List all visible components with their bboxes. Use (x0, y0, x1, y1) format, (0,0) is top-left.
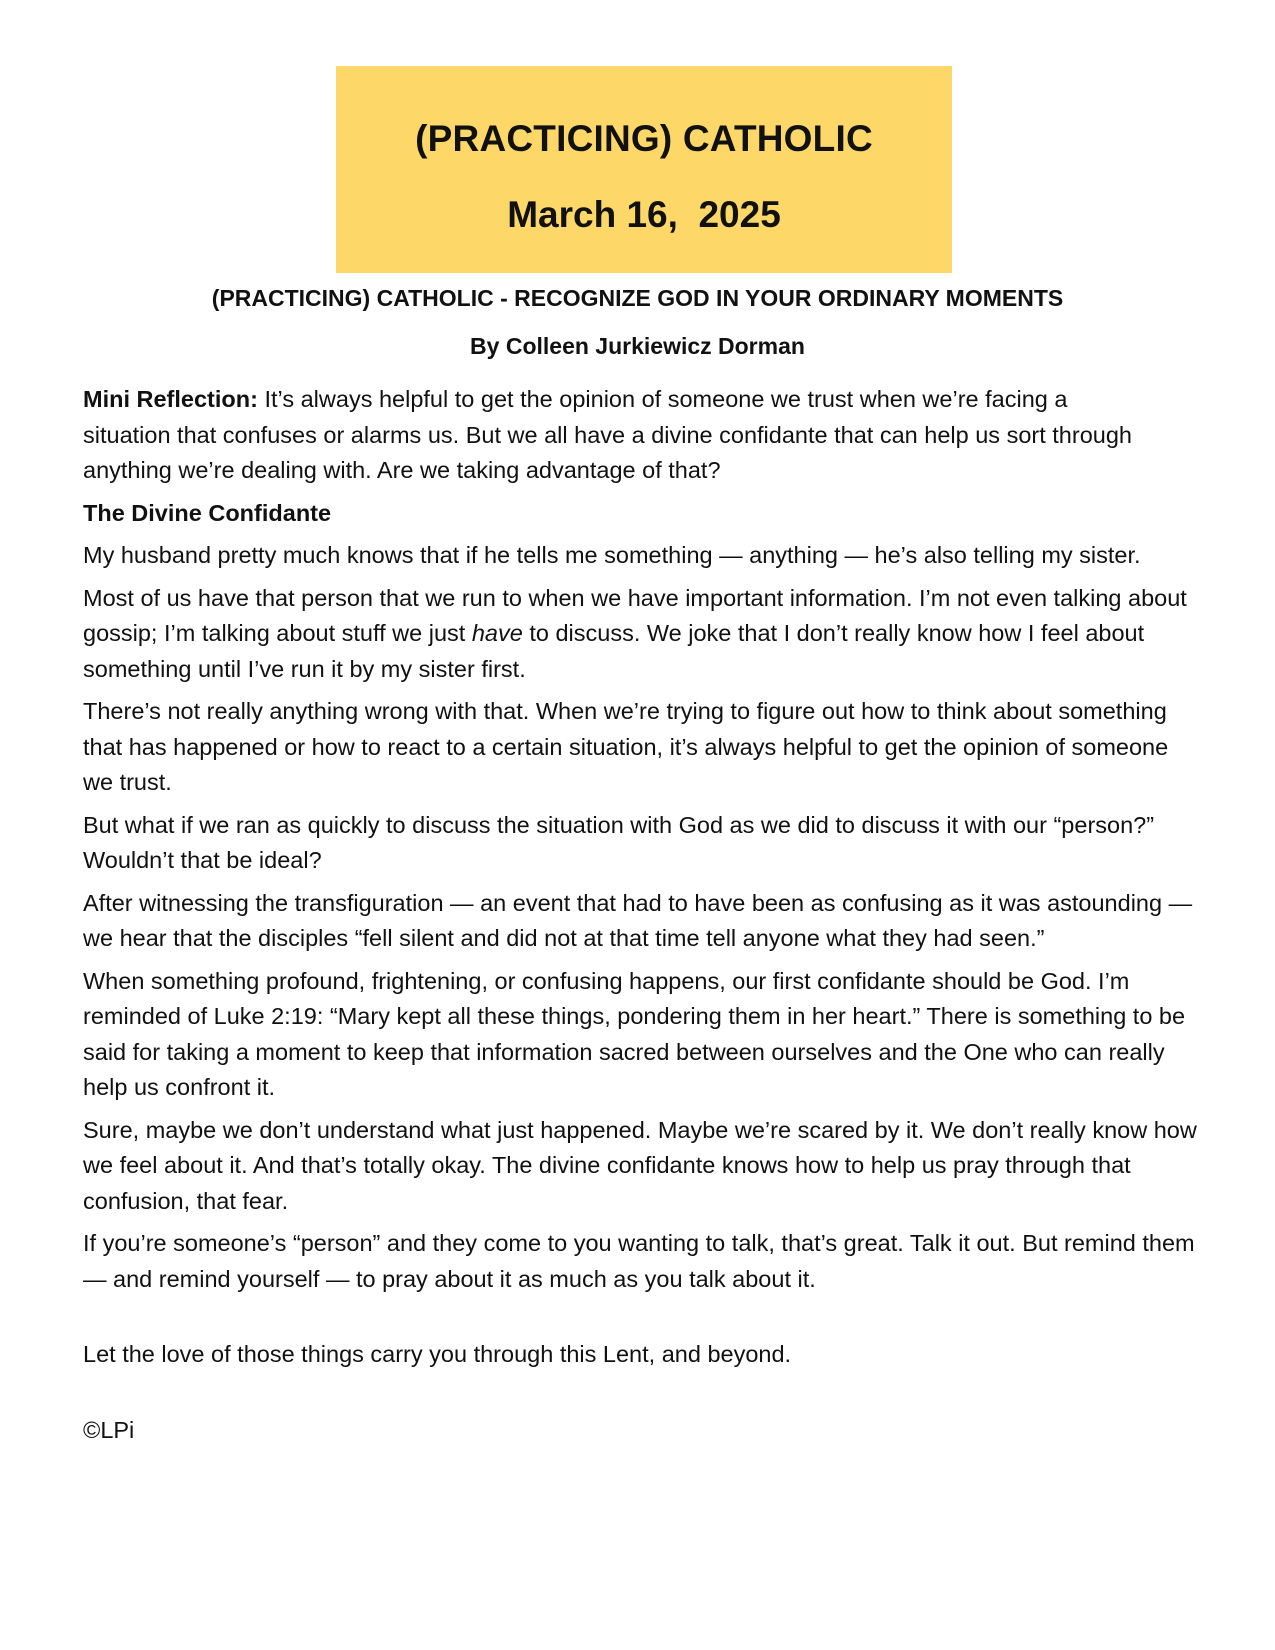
paragraph-2-emphasis: have (471, 620, 523, 646)
paragraph-6: When something profound, frightening, or confusing happens, our first confidante should be God. I’m reminded of Luke 2:19: “Mary kept all these things, pondering them in her heart.” There is something to be said for taking a moment to keep that information sacred between ourselves and the One who can really help us confront it. (83, 967, 1186, 1100)
paragraph-3: There’s not really anything wrong with that. When we’re trying to figure out how to think about something that has happened or how to react to a certain situation, it’s always helpful to get the opinion of someone we trust. (83, 698, 1169, 795)
banner-date: March 16, 2025 (507, 194, 781, 235)
paragraph-7: Sure, maybe we don’t understand what just happened. Maybe we’re scared by it. We don’t really know how we feel about it. And that’s totally okay. The divine confidante knows how to help us pray through that confusion, that fear. (83, 1116, 1197, 1214)
paragraph-2-start: Most of us have that person that we run to when we have important information. I’m not even talking about gossip; I’m talking about stuff we just (83, 584, 1187, 646)
paragraph-8: If you’re someone’s “person” and they come to you wanting to talk, that’s great. Talk it out. But remind them — and remind yourself — to pray about it as much as you talk about it. (83, 1230, 1195, 1292)
paragraph-1: My husband pretty much knows that if he tells me something — anything — he’s also telling my sister. (83, 542, 1141, 568)
title-banner (336, 66, 952, 273)
mini-reflection (83, 382, 1143, 489)
article-headline: (PRACTICING) CATHOLIC - RECOGNIZE GOD IN YOUR ORDINARY MOMENTS (211, 285, 1064, 311)
article-byline: By Colleen Jurkiewicz Dorman (470, 333, 805, 359)
article-body (83, 382, 1198, 1455)
copyright-notice: ©LPi (83, 1416, 135, 1443)
paragraph-5: After witnessing the transfiguration — an event that had to have been as confusing as it was astounding — we hear that the disciples “fell silent and did not at that time tell anyone what they had seen.” (83, 889, 1193, 951)
paragraph-4: But what if we ran as quickly to discuss the situation with God as we did to discuss it with our “person?” Wouldn’t that be ideal? (83, 811, 1155, 873)
closing-line: Let the love of those things carry you through this Lent, and beyond. (83, 1341, 792, 1367)
paragraph-2 (83, 581, 1198, 688)
paragraph-2-end: to discuss. We joke that I don’t really know how I feel about something until I’ve run it by my sister first. (83, 620, 1145, 682)
mini-reflection-label: Mini Reflection: (83, 386, 258, 412)
banner-title: (PRACTICING) CATHOLIC (415, 118, 873, 159)
section-heading: The Divine Confidante (83, 499, 332, 526)
mini-reflection-text: It’s always helpful to get the opinion of someone we trust when we’re facing a situation that confuses or alarms us. But we all have a divine confidante that can help us sort through anything we’re dealing with. Are we taking advantage of that? (83, 386, 1132, 483)
